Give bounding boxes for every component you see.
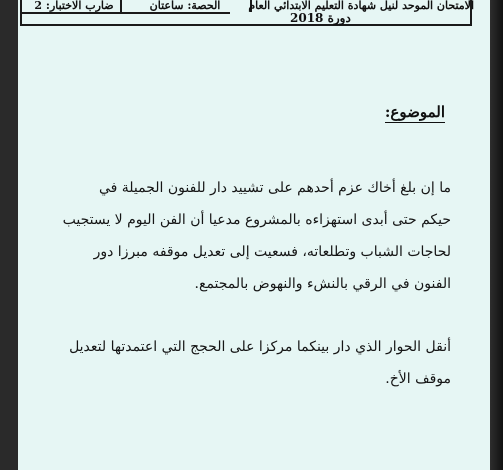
- header-divider: [20, 12, 230, 14]
- duration-cell: الحصة: ساعتان: [120, 0, 252, 12]
- paragraph-line: الفنون في الرقي بالنشء والنهوض بالمجتمع.: [194, 276, 451, 292]
- paragraph-line: ما إن بلغ أخاك عزم أحدهم على تشييد دار للفنون الجميلة في: [98, 180, 451, 196]
- coefficient-cell: ضارب الاختبار: 2: [28, 0, 122, 12]
- paragraph-line: موقف الأخ.: [385, 371, 451, 387]
- topic-paragraph-2: [59, 331, 451, 395]
- paragraph-line: لحاجات الشباب وتطلعاته، فسعيت إلى تعديل موقفه مبرزا دور: [93, 244, 451, 260]
- session-year: دورة 2018: [290, 11, 351, 25]
- topic-paragraph-1: [59, 172, 451, 300]
- paragraph-line: أنقل الحوار الذي دار بينكما مركزا على الحجج التي اعتمدتها لتعديل: [69, 339, 451, 355]
- paragraph-line: حيكم حتى أبدى استهزاءه بالمشروع مدعيا أن الفن اليوم لا يستجيب: [62, 212, 451, 228]
- page-edge-shadow: [490, 0, 503, 470]
- exam-title-cell: الامتحان الموحد لنيل شهادة التعليم الابتدائي العام: [248, 0, 474, 12]
- topic-heading: [385, 103, 445, 123]
- topic-heading-underline: [385, 122, 445, 123]
- topic-heading-text: الموضوع:: [384, 103, 445, 121]
